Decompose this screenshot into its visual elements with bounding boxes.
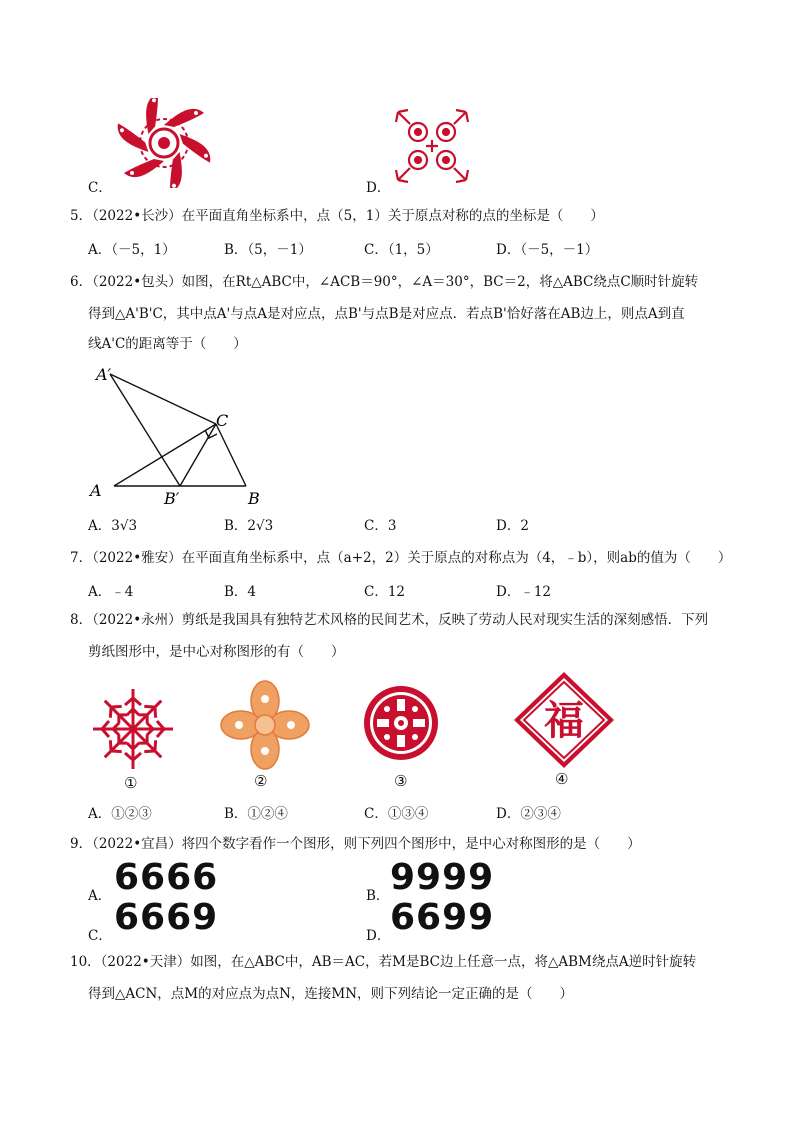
q9-option-a-label[interactable]: A．: [88, 888, 112, 904]
q7-option-a[interactable]: A．﹣4: [88, 584, 134, 600]
option-d-label: D．: [366, 180, 391, 196]
question-10-line-1: 10．（2022•天津）如图，在△ABC中，AB＝AC，若M是BC边上任意一点，将△ABM绕点A逆时针旋转: [70, 954, 697, 970]
q9-option-a-digits[interactable]: 6666: [114, 857, 219, 898]
q5-option-d[interactable]: D．（－5，－1）: [496, 242, 599, 258]
round-papercut: [362, 684, 440, 762]
q8-option-b[interactable]: B．①②④: [224, 806, 288, 822]
q9-option-d-label[interactable]: D．: [366, 928, 391, 944]
figure-label-1: ①: [124, 774, 138, 792]
q9-option-d-digits[interactable]: 6699: [390, 897, 495, 938]
q6-option-b[interactable]: B．2√3: [224, 518, 274, 534]
label-c: C: [216, 411, 229, 430]
q6-option-c[interactable]: C．3: [364, 518, 397, 534]
q5-option-c[interactable]: C．（1，5）: [364, 242, 439, 258]
question-9-stem: 9．（2022•宜昌）将四个数字看作一个图形，则下列四个图形中，是中心对称图形的是（ ）: [70, 836, 641, 852]
q5-option-b[interactable]: B．（5，－1）: [224, 242, 312, 258]
q8-option-d[interactable]: D．②③④: [496, 806, 561, 822]
fu-char: 福: [544, 697, 584, 744]
q9-option-c-digits[interactable]: 6669: [114, 897, 219, 938]
question-8-line-2: 剪纸图形中，是中心对称图形的有（ ）: [88, 644, 345, 660]
question-6-line-3: 线A'C的距离等于（ ）: [88, 336, 247, 352]
question-6-line-1: 6．（2022•包头）如图，在Rt△ABC中，∠ACB＝90°，∠A＝30°，BC＝2，将△ABC绕点C顺时针旋转: [70, 274, 699, 290]
label-a-prime: A′: [96, 365, 112, 384]
figure-label-4: ④: [555, 770, 569, 788]
q6-option-d[interactable]: D．2: [496, 518, 529, 534]
q8-option-a[interactable]: A．①②③: [88, 806, 152, 822]
question-10-line-2: 得到△ACN，点M的对应点为点N，连接MN，则下列结论一定正确的是（ ）: [88, 986, 574, 1002]
papercut-image-d: [392, 106, 472, 186]
question-5-stem: 5．（2022•长沙）在平面直角坐标系中，点（5，1）关于原点对称的点的坐标是（ ）: [70, 208, 604, 224]
label-b: B: [248, 489, 260, 508]
q7-option-c[interactable]: C．12: [364, 584, 406, 600]
option-c-label: C．: [88, 180, 112, 196]
question-8-options: [88, 802, 728, 826]
question-7-stem: 7．（2022•雅安）在平面直角坐标系中，点（a+2，2）关于原点的对称点为（4，﹣b），则ab的值为（ ）: [70, 550, 732, 566]
papercut-image-c: [116, 98, 212, 188]
question-7-options: [88, 580, 728, 604]
question-5-options: [88, 238, 728, 262]
figure-label-3: ③: [394, 772, 408, 790]
q5-option-a[interactable]: A．（－5，1）: [88, 242, 176, 258]
figure-label-2: ②: [254, 772, 268, 790]
q9-option-b-digits[interactable]: 9999: [390, 857, 495, 898]
label-a: A: [90, 481, 102, 500]
label-b-prime: B′: [164, 489, 180, 508]
q9-option-b-label[interactable]: B．: [366, 888, 390, 904]
flower-papercut: [220, 680, 310, 770]
question-6-options: [88, 514, 728, 538]
snowflake-papercut: [90, 686, 176, 772]
triangle-rotation-figure: [88, 360, 278, 510]
q6-option-a[interactable]: A．3√3: [88, 518, 138, 534]
fu-character-papercut: [512, 670, 616, 770]
q9-option-c-label[interactable]: C．: [88, 928, 112, 944]
question-8-line-1: 8．（2022•永州）剪纸是我国具有独特艺术风格的民间艺术，反映了劳动人民对现实生活的深刻感悟．下列: [70, 612, 709, 628]
question-6-line-2: 得到△A'B'C，其中点A'与点A是对应点，点B'与点B是对应点．若点B'恰好落在AB边上，则点A到直: [88, 306, 685, 322]
q8-option-c[interactable]: C．①③④: [364, 806, 429, 822]
q7-option-d[interactable]: D．﹣12: [496, 584, 552, 600]
q7-option-b[interactable]: B．4: [224, 584, 257, 600]
